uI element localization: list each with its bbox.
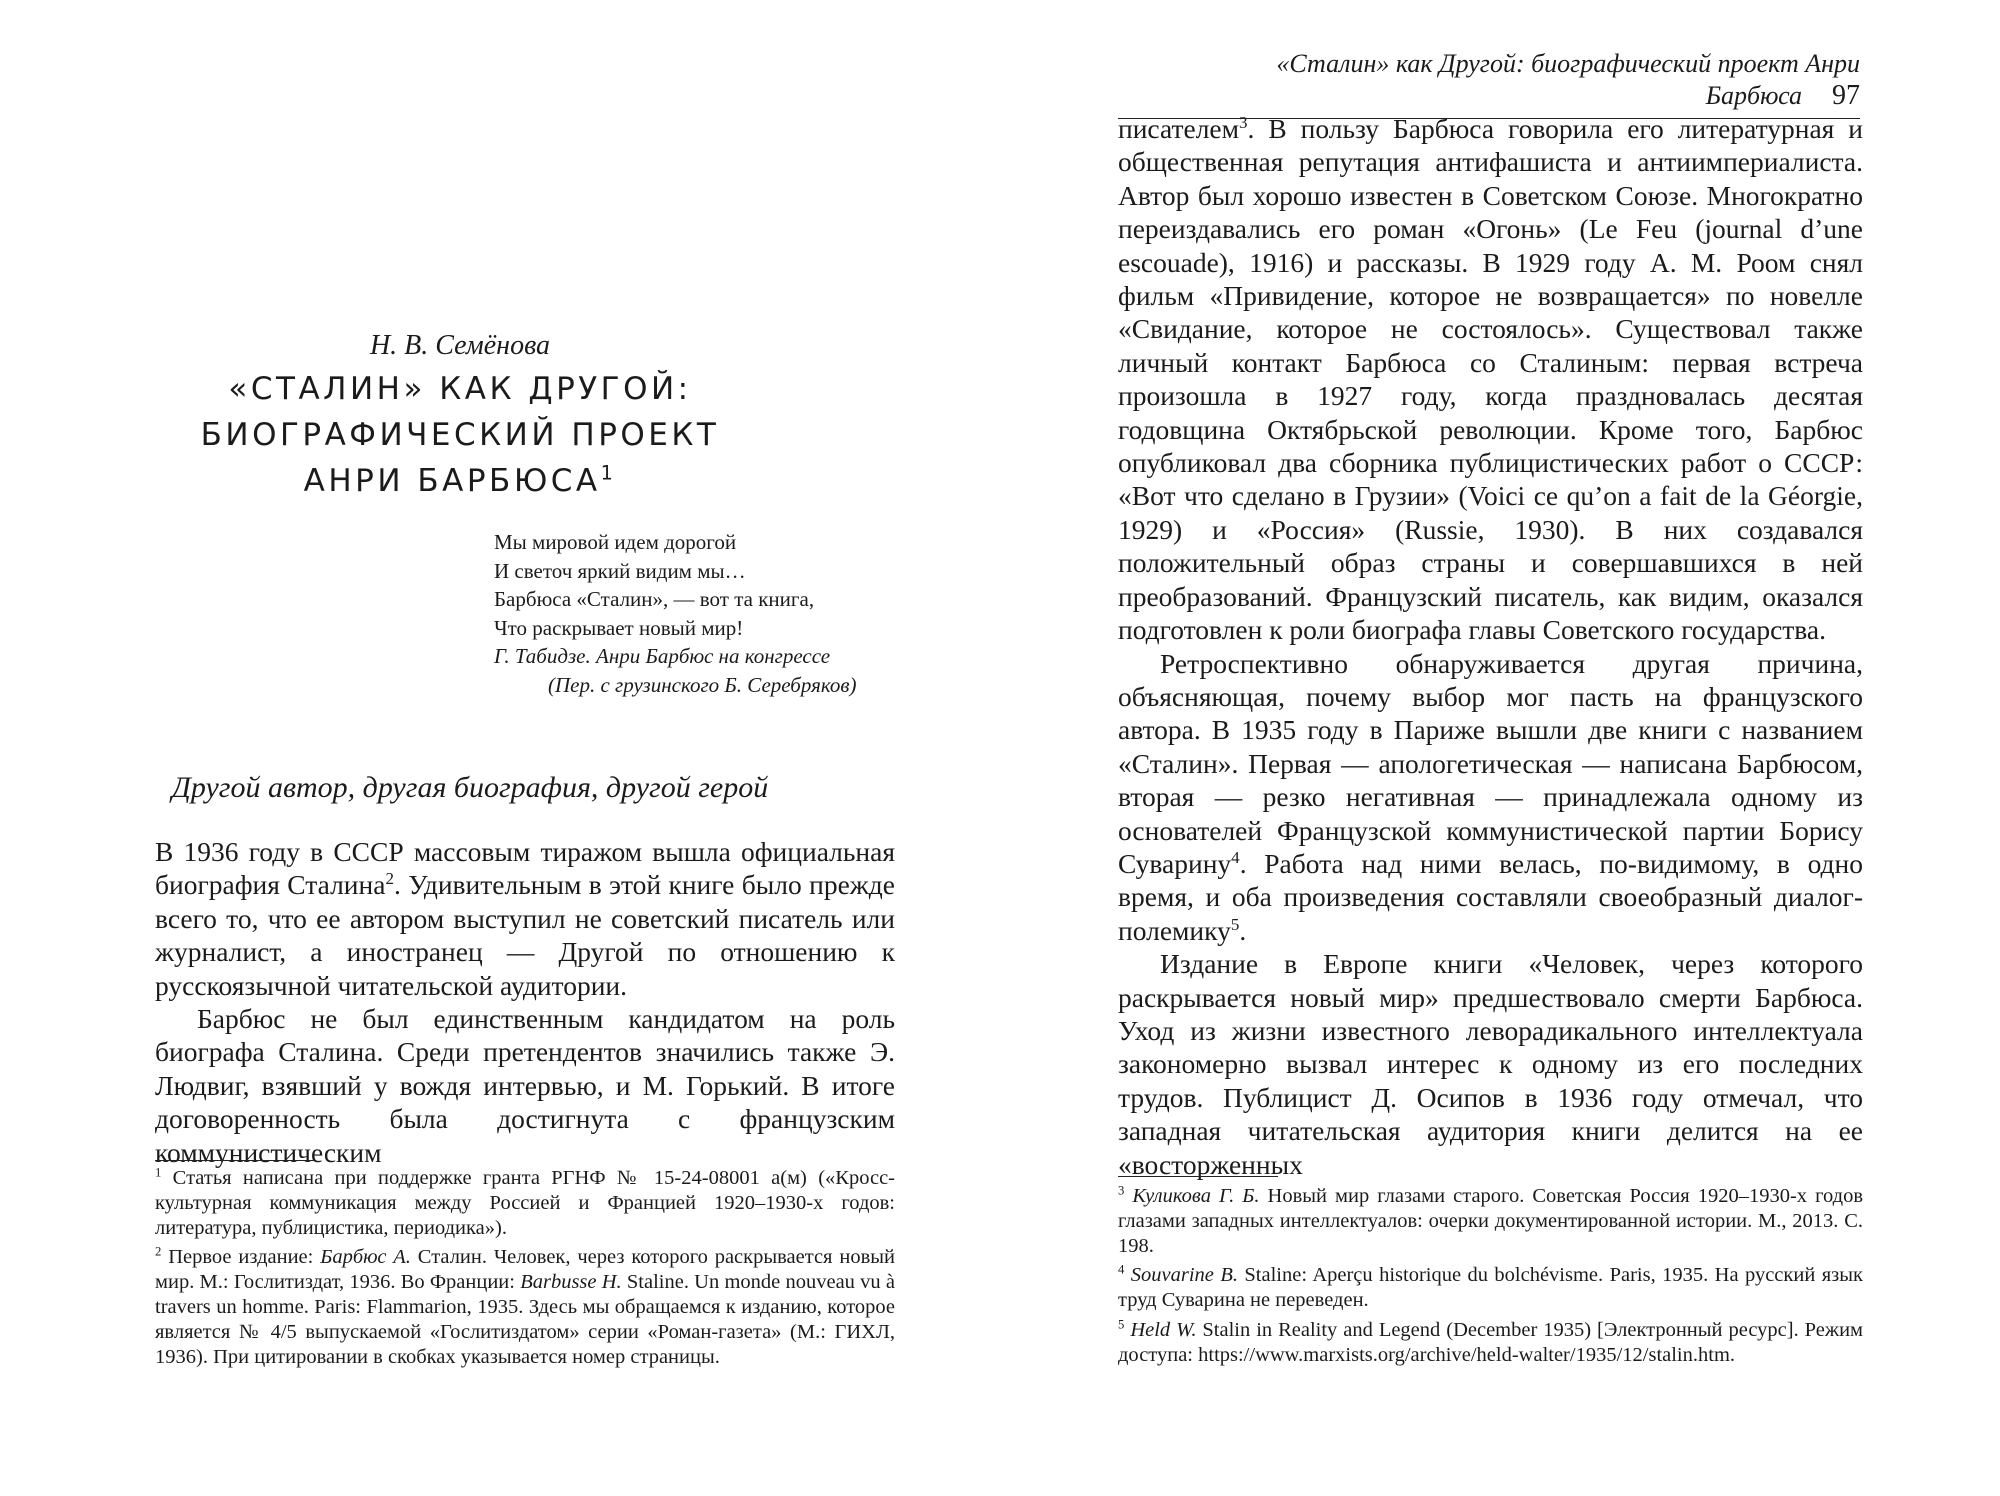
left-footnotes	[155, 1166, 895, 1374]
title-line-2: БИОГРАФИЧЕСКИЙ ПРОЕКТ	[200, 417, 720, 453]
footnote-text: Staline: Aperçu historique du bolchévisme. Paris, 1935. На русский язык труд Суварина не переведен.	[1118, 1264, 1863, 1312]
title-line-3-text: АНРИ БАРБЮСА	[303, 463, 601, 499]
page-number: 97	[1832, 80, 1860, 111]
epigraph-line: Что раскрывает новый мир!	[494, 615, 744, 640]
epigraph-translator: (Пер. с грузинского Б. Серебряков)	[548, 672, 857, 697]
running-header-title: «Сталин» как Другой: биографический проект Анри Барбюса	[1276, 49, 1860, 110]
title-line-1: «СТАЛИН» КАК ДРУГОЙ:	[228, 371, 692, 407]
left-body-text	[155, 835, 895, 1169]
paragraph: Барбюс не был единственным кандидатом на роль биографа Сталина. Среди претендентов значились также Э. Людвиг, взявший у вождя интервью, и М. Горький. В итоге договоренность была достигнута с французским коммунистическим	[155, 1003, 895, 1168]
footnote-divider	[1118, 1176, 1278, 1177]
footnote-text: Сталин. Человек, через которого раскрывается новый мир. М.: Гослитиздат, 1936. Во Франции:	[155, 1246, 895, 1294]
epigraph-source: Г. Табидзе. Анри Барбюс на конгрессе	[494, 644, 831, 668]
epigraph-line: И светоч яркий видим мы…	[494, 558, 746, 583]
footnote-number: 3	[1118, 1183, 1125, 1198]
title-footnote-ref[interactable]: 1	[600, 461, 617, 485]
footnote	[1118, 1184, 1863, 1258]
footnote-author: Barbusse H.	[520, 1271, 622, 1294]
footnote	[155, 1166, 895, 1240]
paragraph-text: . Удивительным в этой книге было прежде всего то, что ее автором выступил не советский писатель или журналист, а иностранец — Другой по отношению к русскоязычной читательской аудитории.	[155, 869, 896, 1001]
paragraph	[1118, 647, 1863, 948]
paragraph-text: . В пользу Барбюса говорила его литературная и общественная репутация антифашиста и антиимпериалиста. Автор был хорошо известен в Советском Союзе. Многократно переиздавались его роман «Огонь» (Le Feu (journal d’une escouade), 1916) и рассказы. В 1929 году А. М. Роом снял фильм «Привидение, которое не возвращается» по новелле «Свидание, которое не состоялось». Существовал также личный контакт Барбюса со Сталиным: первая встреча произошла в 1927 году, когда праздновалась десятая годовщина Октябрьской революции. Кроме того, Барбюс опубликовал два сборника публицистических работ о СССР: «Вот что сделано в Грузии» (Voici ce qu’on a fait de la Géorgie, 1929) и «Россия» (Russie, 1930). В них создавался положительный образ страны и совершавшихся в ней преобразований. Французский писатель, как видим, оказался подготовлен к роли биографа главы Советского государства.	[1118, 113, 1863, 646]
footnote-divider	[155, 1160, 315, 1161]
epigraph-line: Барбюса «Сталин», — вот та книга,	[494, 587, 815, 611]
footnote-number: 5	[1118, 1317, 1125, 1332]
paragraph-text: В 1936 году в СССР массовым тиражом вышла официальная биография Сталина	[155, 836, 895, 901]
article-author: Н. В. Семёнова	[369, 330, 551, 361]
footnote-author: Куликова Г. Б.	[1132, 1185, 1260, 1207]
footnote-ref[interactable]: 3	[1239, 112, 1248, 132]
footnote-text: Новый мир глазами старого. Советская Россия 1920–1930-х годов глазами западных интеллектуалов: очерки документированной истории. М., 2013. С. 198.	[1118, 1185, 1864, 1257]
paragraph-text: . Работа над ними велась, по-видимому, в одно время, и оба произведения составляли своеобразный диалог-полемику	[1118, 847, 1863, 946]
footnote-text: Staline. Un monde nouveau vu à travers un homme. Paris: Flammarion, 1935. Здесь мы обращаемся к изданию, которое является № 4/5 выпускаемой «Гослитиздатом» серии «Роман-газета» (М.: ГИХЛ, 1936). При цитировании в скобках указывается номер страницы.	[155, 1271, 895, 1368]
footnote-number: 2	[155, 1244, 162, 1259]
footnote-number: 1	[155, 1165, 162, 1180]
title-line-3	[150, 458, 770, 504]
footnote-ref[interactable]: 4	[1231, 847, 1240, 867]
footnote-text: Первое издание:	[161, 1246, 321, 1269]
footnote	[1118, 1318, 1863, 1368]
paragraph: Издание в Европе книги «Человек, через которого раскрывается новый мир» предшествовало смерти Барбюса. Уход из жизни известного леворадикального интеллектуала закономерно вызвал интерес к одному из его последних трудов. Публицист Д. Осипов в 1936 году отмечал, что западная читательская аудитория книги делится на ее «восторженных	[1118, 948, 1863, 1180]
running-header	[1118, 48, 1860, 119]
footnote	[155, 1245, 895, 1369]
footnote-author: Held W.	[1130, 1318, 1197, 1341]
right-footnotes	[1118, 1184, 1863, 1373]
footnote-ref[interactable]: 5	[1230, 914, 1240, 934]
right-body-text	[1118, 112, 1863, 1181]
paragraph	[155, 835, 895, 1002]
footnote-author: Барбюс А.	[320, 1246, 411, 1269]
footnote-author: Souvarine B.	[1130, 1264, 1238, 1287]
article-title	[150, 366, 770, 504]
paragraph-text: Ретроспективно обнаруживается другая причина, объясняющая, почему выбор мог пасть на французского автора. В 1935 году в Париже вышли две книги с названием «Сталин». Первая — апологетическая — написана Барбюсом, вторая — резко негативная — принадлежала одному из основателей Французской коммунистической партии Борису Суварину	[1118, 647, 1863, 879]
footnote-text: Stalin in Reality and Legend (December 1935) [Электронный ресурс]. Режим доступа: https://www.marxists.org/archive/held-walter/1935/12/stalin.htm.	[1118, 1318, 1864, 1366]
paragraph-text: писателем	[1118, 113, 1240, 144]
footnote	[1118, 1263, 1863, 1313]
footnote-text: Статья написана при поддержке гранта РГНФ № 15-24-08001 а(м) («Кросс-культурная коммуникация между Россией и Францией 1920–1930-х годов: литература, публицистика, периодика»).	[155, 1167, 895, 1239]
epigraph-line: Мы мировой идем дорогой	[494, 530, 737, 554]
footnote-number: 4	[1118, 1262, 1125, 1277]
footnote-ref[interactable]: 2	[385, 869, 394, 889]
paragraph	[1118, 112, 1863, 647]
section-heading: Другой автор, другая биография, другой герой	[171, 771, 769, 804]
paragraph-text: .	[1239, 914, 1247, 946]
epigraph	[494, 528, 914, 699]
